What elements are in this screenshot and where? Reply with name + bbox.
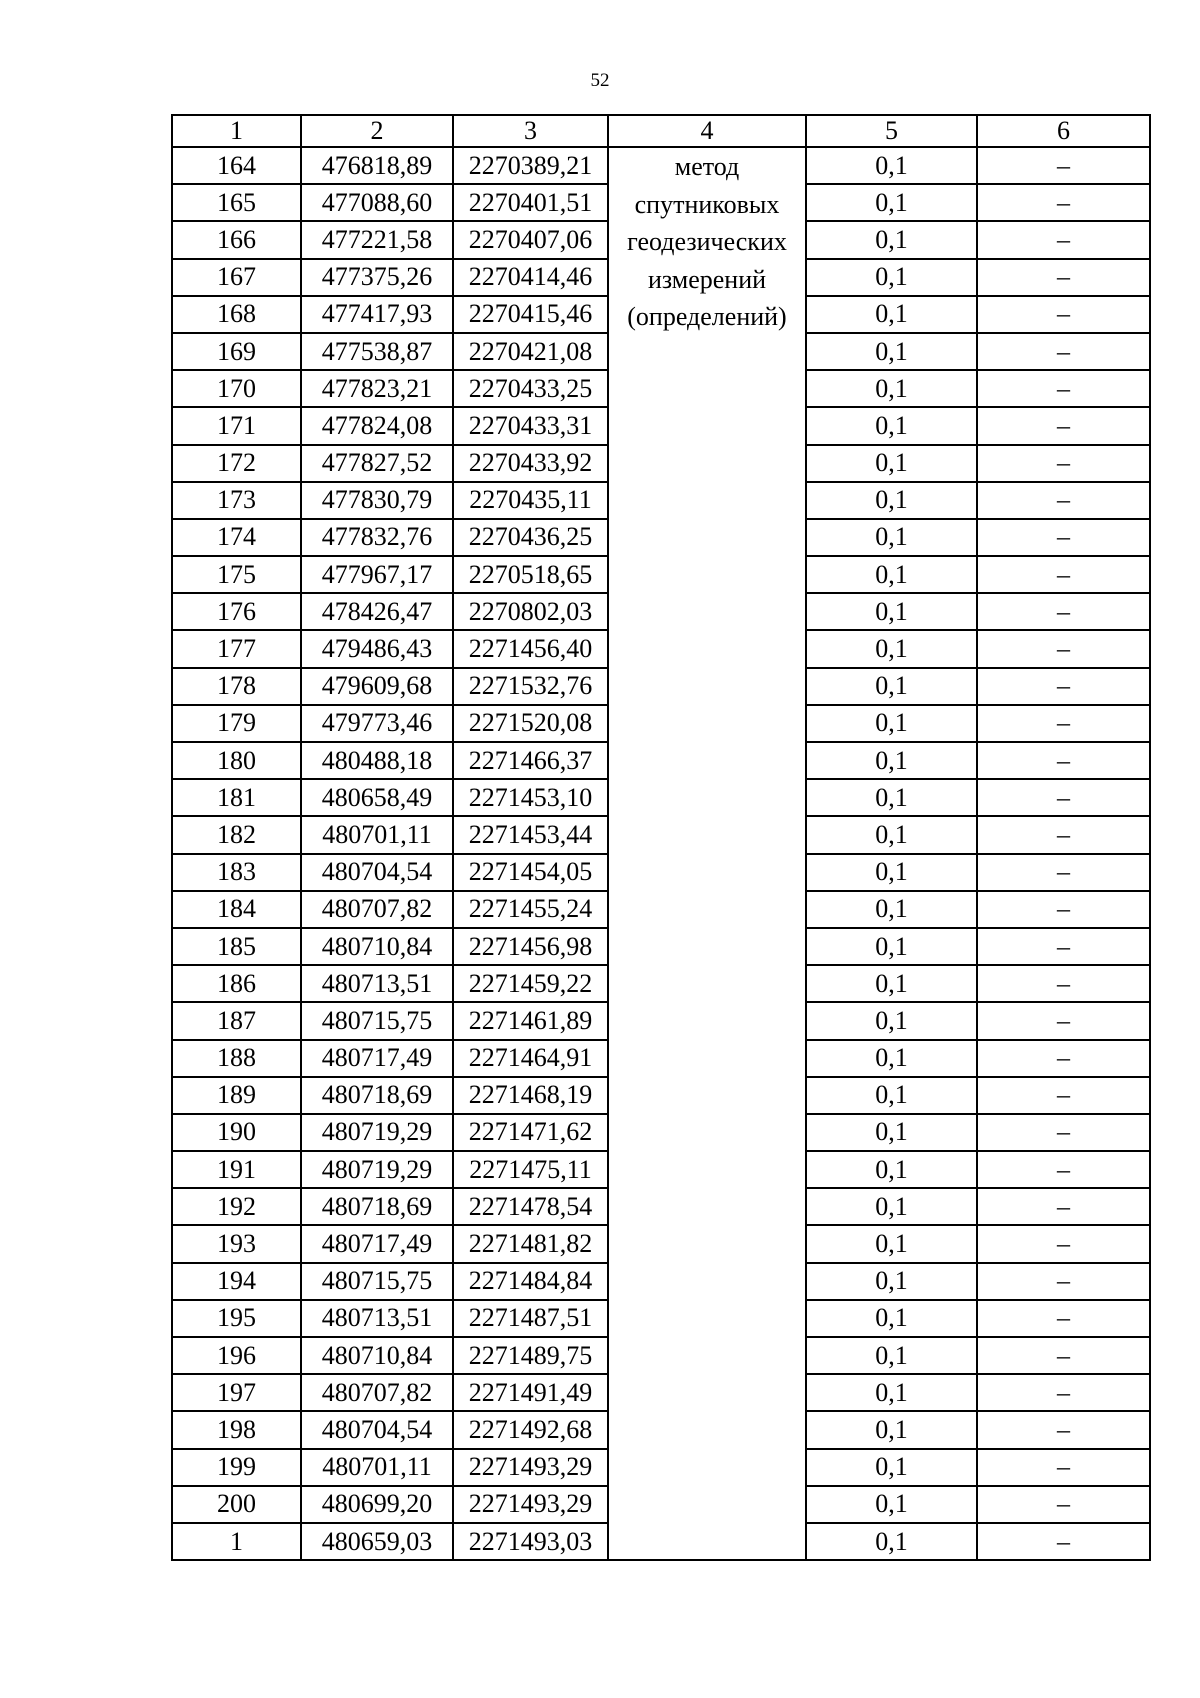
y-coordinate-cell: 2270401,51 [453, 184, 608, 221]
y-coordinate-cell: 2271471,62 [453, 1114, 608, 1151]
accuracy-cell: 0,1 [806, 1263, 977, 1300]
accuracy-cell: 0,1 [806, 668, 977, 705]
accuracy-cell: 0,1 [806, 1151, 977, 1188]
x-coordinate-cell: 477967,17 [301, 556, 453, 593]
point-number-cell: 185 [172, 928, 301, 965]
note-cell: – [977, 407, 1150, 444]
accuracy-cell: 0,1 [806, 1337, 977, 1374]
point-number-cell: 181 [172, 779, 301, 816]
x-coordinate-cell: 480715,75 [301, 1263, 453, 1300]
note-cell: – [977, 1188, 1150, 1225]
note-cell: – [977, 742, 1150, 779]
note-cell: – [977, 147, 1150, 184]
x-coordinate-cell: 480718,69 [301, 1188, 453, 1225]
column-header-4: 4 [608, 115, 806, 147]
y-coordinate-cell: 2271468,19 [453, 1077, 608, 1114]
point-number-cell: 195 [172, 1300, 301, 1337]
x-coordinate-cell: 479773,46 [301, 705, 453, 742]
accuracy-cell: 0,1 [806, 147, 977, 184]
note-cell: – [977, 445, 1150, 482]
y-coordinate-cell: 2271475,11 [453, 1151, 608, 1188]
note-cell: – [977, 854, 1150, 891]
y-coordinate-cell: 2271454,05 [453, 854, 608, 891]
y-coordinate-cell: 2271461,89 [453, 1002, 608, 1039]
y-coordinate-cell: 2271493,29 [453, 1449, 608, 1486]
point-number-cell: 198 [172, 1411, 301, 1448]
accuracy-cell: 0,1 [806, 816, 977, 853]
note-cell: – [977, 221, 1150, 258]
point-number-cell: 167 [172, 259, 301, 296]
x-coordinate-cell: 480659,03 [301, 1523, 453, 1560]
y-coordinate-cell: 2271493,03 [453, 1523, 608, 1560]
y-coordinate-cell: 2271453,44 [453, 816, 608, 853]
accuracy-cell: 0,1 [806, 705, 977, 742]
x-coordinate-cell: 480719,29 [301, 1151, 453, 1188]
column-header-6: 6 [977, 115, 1150, 147]
accuracy-cell: 0,1 [806, 854, 977, 891]
accuracy-cell: 0,1 [806, 742, 977, 779]
note-cell: – [977, 1002, 1150, 1039]
column-header-2: 2 [301, 115, 453, 147]
y-coordinate-cell: 2270802,03 [453, 593, 608, 630]
accuracy-cell: 0,1 [806, 779, 977, 816]
note-cell: – [977, 1040, 1150, 1077]
note-cell: – [977, 593, 1150, 630]
accuracy-cell: 0,1 [806, 184, 977, 221]
y-coordinate-cell: 2270435,11 [453, 482, 608, 519]
x-coordinate-cell: 480707,82 [301, 891, 453, 928]
y-coordinate-cell: 2270415,46 [453, 296, 608, 333]
x-coordinate-cell: 480718,69 [301, 1077, 453, 1114]
note-cell: – [977, 630, 1150, 667]
point-number-cell: 166 [172, 221, 301, 258]
note-cell: – [977, 928, 1150, 965]
point-number-cell: 188 [172, 1040, 301, 1077]
point-number-cell: 189 [172, 1077, 301, 1114]
accuracy-cell: 0,1 [806, 1449, 977, 1486]
note-cell: – [977, 705, 1150, 742]
accuracy-cell: 0,1 [806, 1002, 977, 1039]
y-coordinate-cell: 2271532,76 [453, 668, 608, 705]
accuracy-cell: 0,1 [806, 333, 977, 370]
point-number-cell: 1 [172, 1523, 301, 1560]
x-coordinate-cell: 477827,52 [301, 445, 453, 482]
point-number-cell: 192 [172, 1188, 301, 1225]
x-coordinate-cell: 477538,87 [301, 333, 453, 370]
point-number-cell: 186 [172, 965, 301, 1002]
note-cell: – [977, 556, 1150, 593]
method-text-line: метод [674, 152, 740, 181]
accuracy-cell: 0,1 [806, 928, 977, 965]
accuracy-cell: 0,1 [806, 891, 977, 928]
accuracy-cell: 0,1 [806, 1188, 977, 1225]
point-number-cell: 178 [172, 668, 301, 705]
y-coordinate-cell: 2271481,82 [453, 1225, 608, 1262]
point-number-cell: 173 [172, 482, 301, 519]
x-coordinate-cell: 477088,60 [301, 184, 453, 221]
note-cell: – [977, 965, 1150, 1002]
accuracy-cell: 0,1 [806, 965, 977, 1002]
accuracy-cell: 0,1 [806, 296, 977, 333]
y-coordinate-cell: 2271492,68 [453, 1411, 608, 1448]
point-number-cell: 199 [172, 1449, 301, 1486]
y-coordinate-cell: 2270433,25 [453, 370, 608, 407]
y-coordinate-cell: 2271459,22 [453, 965, 608, 1002]
accuracy-cell: 0,1 [806, 1114, 977, 1151]
method-cell [608, 147, 806, 1560]
method-text-line: (определений) [627, 302, 787, 332]
x-coordinate-cell: 476818,89 [301, 147, 453, 184]
note-cell: – [977, 1263, 1150, 1300]
point-number-cell: 164 [172, 147, 301, 184]
accuracy-cell: 0,1 [806, 445, 977, 482]
point-number-cell: 197 [172, 1374, 301, 1411]
x-coordinate-cell: 480715,75 [301, 1002, 453, 1039]
x-coordinate-cell: 477830,79 [301, 482, 453, 519]
table-header [172, 115, 1150, 147]
point-number-cell: 184 [172, 891, 301, 928]
x-coordinate-cell: 480488,18 [301, 742, 453, 779]
x-coordinate-cell: 477824,08 [301, 407, 453, 444]
method-text-line: геодезических [627, 227, 787, 257]
accuracy-cell: 0,1 [806, 221, 977, 258]
accuracy-cell: 0,1 [806, 593, 977, 630]
accuracy-cell: 0,1 [806, 259, 977, 296]
point-number-cell: 193 [172, 1225, 301, 1262]
x-coordinate-cell: 477221,58 [301, 221, 453, 258]
note-cell: – [977, 370, 1150, 407]
note-cell: – [977, 816, 1150, 853]
y-coordinate-cell: 2270389,21 [453, 147, 608, 184]
point-number-cell: 177 [172, 630, 301, 667]
x-coordinate-cell: 480704,54 [301, 854, 453, 891]
point-number-cell: 168 [172, 296, 301, 333]
note-cell: – [977, 1486, 1150, 1523]
point-number-cell: 179 [172, 705, 301, 742]
note-cell: – [977, 1337, 1150, 1374]
note-cell: – [977, 482, 1150, 519]
y-coordinate-cell: 2271453,10 [453, 779, 608, 816]
x-coordinate-cell: 480719,29 [301, 1114, 453, 1151]
x-coordinate-cell: 479609,68 [301, 668, 453, 705]
note-cell: – [977, 333, 1150, 370]
accuracy-cell: 0,1 [806, 519, 977, 556]
accuracy-cell: 0,1 [806, 1486, 977, 1523]
note-cell: – [977, 184, 1150, 221]
y-coordinate-cell: 2270414,46 [453, 259, 608, 296]
x-coordinate-cell: 480710,84 [301, 1337, 453, 1374]
x-coordinate-cell: 480713,51 [301, 1300, 453, 1337]
point-number-cell: 176 [172, 593, 301, 630]
y-coordinate-cell: 2271487,51 [453, 1300, 608, 1337]
y-coordinate-cell: 2271484,84 [453, 1263, 608, 1300]
note-cell: – [977, 1151, 1150, 1188]
point-number-cell: 165 [172, 184, 301, 221]
note-cell: – [977, 1300, 1150, 1337]
note-cell: – [977, 1225, 1150, 1262]
x-coordinate-cell: 480717,49 [301, 1040, 453, 1077]
accuracy-cell: 0,1 [806, 482, 977, 519]
x-coordinate-cell: 480717,49 [301, 1225, 453, 1262]
point-number-cell: 175 [172, 556, 301, 593]
x-coordinate-cell: 480701,11 [301, 1449, 453, 1486]
method-text-line: спутниковых [634, 189, 780, 219]
accuracy-cell: 0,1 [806, 1374, 977, 1411]
accuracy-cell: 0,1 [806, 1040, 977, 1077]
point-number-cell: 171 [172, 407, 301, 444]
y-coordinate-cell: 2271464,91 [453, 1040, 608, 1077]
x-coordinate-cell: 480701,11 [301, 816, 453, 853]
x-coordinate-cell: 477832,76 [301, 519, 453, 556]
accuracy-cell: 0,1 [806, 1411, 977, 1448]
y-coordinate-cell: 2270518,65 [453, 556, 608, 593]
accuracy-cell: 0,1 [806, 407, 977, 444]
x-coordinate-cell: 477823,21 [301, 370, 453, 407]
accuracy-cell: 0,1 [806, 1300, 977, 1337]
note-cell: – [977, 1374, 1150, 1411]
y-coordinate-cell: 2271520,08 [453, 705, 608, 742]
column-header-3: 3 [453, 115, 608, 147]
accuracy-cell: 0,1 [806, 370, 977, 407]
x-coordinate-cell: 480710,84 [301, 928, 453, 965]
note-cell: – [977, 1114, 1150, 1151]
point-number-cell: 200 [172, 1486, 301, 1523]
y-coordinate-cell: 2271493,29 [453, 1486, 608, 1523]
note-cell: – [977, 259, 1150, 296]
table-row [172, 147, 1150, 184]
y-coordinate-cell: 2271491,49 [453, 1374, 608, 1411]
column-header-5: 5 [806, 115, 977, 147]
y-coordinate-cell: 2270407,06 [453, 221, 608, 258]
note-cell: – [977, 519, 1150, 556]
column-header-1: 1 [172, 115, 301, 147]
y-coordinate-cell: 2270436,25 [453, 519, 608, 556]
x-coordinate-cell: 479486,43 [301, 630, 453, 667]
x-coordinate-cell: 480658,49 [301, 779, 453, 816]
point-number-cell: 169 [172, 333, 301, 370]
coordinates-table [171, 114, 1151, 1561]
accuracy-cell: 0,1 [806, 630, 977, 667]
accuracy-cell: 0,1 [806, 1523, 977, 1560]
x-coordinate-cell: 478426,47 [301, 593, 453, 630]
y-coordinate-cell: 2270421,08 [453, 333, 608, 370]
point-number-cell: 174 [172, 519, 301, 556]
point-number-cell: 180 [172, 742, 301, 779]
point-number-cell: 191 [172, 1151, 301, 1188]
method-text-line: измерений [647, 264, 767, 294]
x-coordinate-cell: 477417,93 [301, 296, 453, 333]
x-coordinate-cell: 477375,26 [301, 259, 453, 296]
x-coordinate-cell: 480707,82 [301, 1374, 453, 1411]
y-coordinate-cell: 2271456,40 [453, 630, 608, 667]
x-coordinate-cell: 480704,54 [301, 1411, 453, 1448]
note-cell: – [977, 296, 1150, 333]
note-cell: – [977, 1449, 1150, 1486]
accuracy-cell: 0,1 [806, 1077, 977, 1114]
note-cell: – [977, 779, 1150, 816]
note-cell: – [977, 1523, 1150, 1560]
point-number-cell: 170 [172, 370, 301, 407]
x-coordinate-cell: 480713,51 [301, 965, 453, 1002]
point-number-cell: 182 [172, 816, 301, 853]
point-number-cell: 190 [172, 1114, 301, 1151]
note-cell: – [977, 1077, 1150, 1114]
x-coordinate-cell: 480699,20 [301, 1486, 453, 1523]
y-coordinate-cell: 2271489,75 [453, 1337, 608, 1374]
table-body [172, 147, 1150, 1560]
point-number-cell: 187 [172, 1002, 301, 1039]
point-number-cell: 172 [172, 445, 301, 482]
note-cell: – [977, 668, 1150, 705]
y-coordinate-cell: 2271466,37 [453, 742, 608, 779]
page-number: 52 [590, 70, 610, 91]
accuracy-cell: 0,1 [806, 1225, 977, 1262]
point-number-cell: 196 [172, 1337, 301, 1374]
y-coordinate-cell: 2270433,92 [453, 445, 608, 482]
point-number-cell: 194 [172, 1263, 301, 1300]
y-coordinate-cell: 2270433,31 [453, 407, 608, 444]
accuracy-cell: 0,1 [806, 556, 977, 593]
header-row [172, 115, 1150, 147]
y-coordinate-cell: 2271478,54 [453, 1188, 608, 1225]
note-cell: – [977, 1411, 1150, 1448]
y-coordinate-cell: 2271456,98 [453, 928, 608, 965]
y-coordinate-cell: 2271455,24 [453, 891, 608, 928]
note-cell: – [977, 891, 1150, 928]
point-number-cell: 183 [172, 854, 301, 891]
